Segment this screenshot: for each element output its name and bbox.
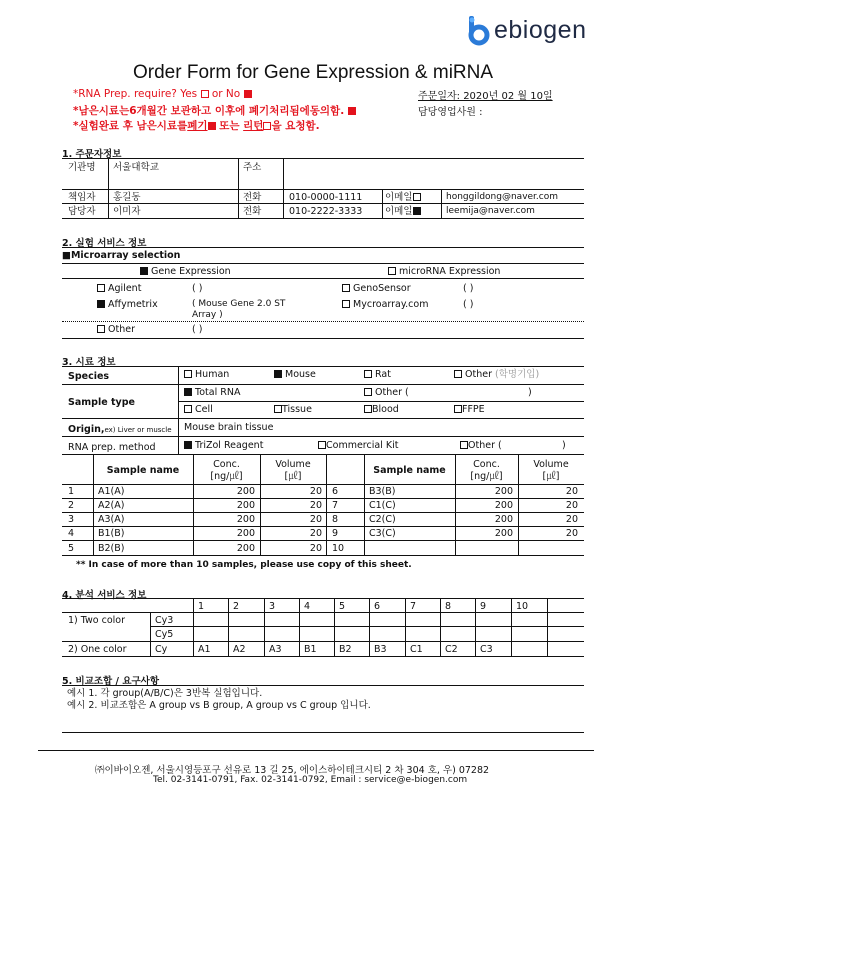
section-4-top-rule <box>62 598 584 599</box>
section-4-rule <box>62 612 584 613</box>
analysis-col-header: 1 <box>198 601 205 612</box>
section-5-title: 5. 비교조합 / 요구사항 <box>62 676 160 687</box>
header-sample-name-left: Sample name <box>106 465 180 476</box>
manager-role: 책임자 <box>68 192 96 203</box>
mycroarray-option[interactable] <box>342 299 428 310</box>
section-1-col-rule <box>108 158 109 218</box>
sample-no: 5 <box>68 543 75 554</box>
section-1-col-rule <box>441 189 442 218</box>
one-color-cell[interactable]: A1 <box>198 644 211 655</box>
contact-email-label <box>385 206 421 217</box>
disposal-note <box>73 118 320 133</box>
section-3-rule <box>62 454 584 455</box>
retention-agree-checkbox[interactable] <box>348 107 356 115</box>
sample-no: 9 <box>332 528 339 539</box>
section-2-rule <box>62 278 584 279</box>
header-vol-right-2: [㎕] <box>542 471 560 482</box>
one-color-cell[interactable]: B1 <box>304 644 317 655</box>
sample-no: 10 <box>332 543 345 554</box>
manager-email-label <box>385 192 421 203</box>
other-array-checkbox[interactable] <box>97 325 105 333</box>
org-label: 기관명 <box>68 162 96 173</box>
genosensor-option[interactable] <box>342 283 411 294</box>
sample-col-rule <box>326 454 327 555</box>
one-color-label: 2) One color <box>68 644 127 655</box>
section-2-dotted-rule <box>62 321 584 322</box>
commercial-kit-checkbox[interactable] <box>318 441 326 449</box>
ebiogen-logo-icon <box>466 14 490 46</box>
analysis-col-rule <box>299 598 300 656</box>
sample-vol[interactable]: 20 <box>565 528 578 539</box>
analysis-col-rule <box>334 598 335 656</box>
origin-value[interactable]: Mouse brain tissue <box>184 422 274 433</box>
one-color-cell[interactable]: C3 <box>480 644 493 655</box>
section-3-rule <box>62 418 584 419</box>
analysis-col-rule <box>228 598 229 656</box>
affymetrix-checkbox[interactable] <box>97 300 105 308</box>
one-color-cell[interactable]: C2 <box>445 644 458 655</box>
section-2-title: 2. 실험 서비스 정보 <box>62 238 147 249</box>
gene-expression-label: Gene Expression <box>151 266 231 277</box>
analysis-col-header: 2 <box>233 601 240 612</box>
analysis-col-rule <box>475 598 476 656</box>
contact-tel[interactable]: 010-2222-3333 <box>289 206 363 217</box>
genosensor-label: GenoSensor <box>353 283 411 294</box>
agilent-checkbox[interactable] <box>97 284 105 292</box>
header-conc-left-2: [ng/㎕] <box>210 471 243 482</box>
tissue-label: Tissue <box>282 404 312 415</box>
rna-prep-method-label: RNA prep. method <box>68 442 156 453</box>
sample-table-header-rule <box>62 484 584 485</box>
section-1-top-rule <box>62 158 584 159</box>
agilent-label: Agilent <box>108 283 142 294</box>
affymetrix-label: Affymetrix <box>108 299 158 310</box>
ebiogen-logo <box>466 14 586 46</box>
retention-note-text: *남은시료는6개월간 보관하고 이후에 폐기처리됨에동의함. <box>73 105 345 117</box>
one-color-cell[interactable]: B3 <box>374 644 387 655</box>
cell-checkbox[interactable] <box>184 405 192 413</box>
sales-rep: 담당영업사원 : <box>418 107 483 118</box>
sample-vol[interactable]: 20 <box>309 543 322 554</box>
footer-contact: Tel. 02-3141-0791, Fax. 02-3141-0792, Email : service@e-biogen.com <box>153 775 468 785</box>
mirna-expression-label: microRNA Expression <box>399 266 501 277</box>
cell-label: Cell <box>195 404 213 415</box>
contact-email[interactable]: leemija@naver.com <box>446 206 535 216</box>
sample-table-row-rule <box>62 540 584 541</box>
species-other-hint: (학명기입) <box>495 369 540 380</box>
mycroarray-checkbox[interactable] <box>342 300 350 308</box>
cy-label: Cy <box>155 644 168 655</box>
analysis-col-header: 10 <box>516 601 529 612</box>
sample-conc[interactable]: 200 <box>494 500 513 511</box>
tissue-checkbox[interactable] <box>274 405 282 413</box>
sample-table-row-rule <box>62 512 584 513</box>
sample-name[interactable]: C1(C) <box>369 500 396 511</box>
ffpe-label: FFPE <box>462 404 485 415</box>
mirna-expression-checkbox[interactable] <box>388 267 396 275</box>
sample-vol[interactable]: 20 <box>565 514 578 525</box>
section-3-title: 3. 시료 정보 <box>62 357 116 368</box>
org-value[interactable]: 서울대학교 <box>113 162 159 173</box>
mirna-expression-option[interactable] <box>388 266 500 277</box>
species-human-option[interactable] <box>184 369 229 380</box>
analysis-col-rule <box>264 598 265 656</box>
trizol-label: TriZol Reagent <box>195 440 264 451</box>
species-human-label: Human <box>195 369 230 380</box>
sample-conc[interactable]: 200 <box>236 486 255 497</box>
analysis-col-header: 7 <box>410 601 417 612</box>
mycroarray-label: Mycroarray.com <box>353 299 429 310</box>
section-3-rule <box>178 401 584 402</box>
sample-no: 3 <box>68 514 75 525</box>
sample-copy-note: ** In case of more than 10 samples, please use copy of this sheet. <box>76 560 412 570</box>
requirement-line-2[interactable]: 예시 2. 비교조합은 A group vs B group, A group vs C group 입니다. <box>67 700 371 711</box>
section-5-bottom-rule <box>62 732 584 733</box>
manager-email[interactable]: honggildong@naver.com <box>446 192 559 202</box>
contact-name[interactable]: 이미자 <box>113 206 141 217</box>
one-color-cell[interactable]: B2 <box>339 644 352 655</box>
section-3-rule <box>62 436 584 437</box>
analysis-col-header: 8 <box>445 601 452 612</box>
sample-conc[interactable]: 200 <box>494 528 513 539</box>
origin-hint: ex) Liver or muscle <box>104 426 172 434</box>
origin-label-text: Origin, <box>68 424 105 435</box>
species-other-label: Other <box>465 369 493 380</box>
microarray-selection-label: ■Microarray selection <box>62 250 181 261</box>
manager-email-checkbox[interactable] <box>413 193 421 201</box>
manager-tel[interactable]: 010-0000-1111 <box>289 192 363 203</box>
species-other-option[interactable] <box>454 369 539 380</box>
requirement-line-1[interactable]: 예시 1. 각 group(A/B/C)은 3반복 실험입니다. <box>67 688 263 699</box>
header-vol-left-1: Volume <box>275 459 311 470</box>
species-other-checkbox[interactable] <box>454 370 462 378</box>
rna-prep-note <box>73 88 252 100</box>
genosensor-detail[interactable]: ( ) <box>463 283 474 294</box>
section-4-rule <box>150 626 584 627</box>
one-color-cell[interactable]: C1 <box>410 644 423 655</box>
origin-label <box>68 424 172 436</box>
sample-name[interactable]: A3(A) <box>98 514 125 525</box>
sample-other-close: ) <box>528 387 532 398</box>
return-option-label: 리턴 <box>243 120 264 132</box>
rna-prep-no-label: or No <box>211 88 241 100</box>
section-1-title: 1. 주문자정보 <box>62 149 122 160</box>
analysis-col-rule <box>547 598 548 656</box>
sample-no: 4 <box>68 528 75 539</box>
sample-name[interactable]: B1(B) <box>98 528 125 539</box>
agilent-detail[interactable]: ( ) <box>192 283 203 294</box>
sample-other-label: Other ( <box>375 387 409 398</box>
blood-checkbox[interactable] <box>364 405 372 413</box>
analysis-col-header: 4 <box>304 601 311 612</box>
sample-name[interactable]: A2(A) <box>98 500 125 511</box>
sample-no: 8 <box>332 514 339 525</box>
sample-no: 1 <box>68 486 75 497</box>
sample-name[interactable]: C2(C) <box>369 514 396 525</box>
species-label: Species <box>68 371 110 382</box>
header-sample-name-right: Sample name <box>373 465 446 476</box>
section-1-col-rule <box>238 158 239 218</box>
analysis-col-rule <box>150 612 151 656</box>
sample-vol[interactable]: 20 <box>309 528 322 539</box>
one-color-cell[interactable]: A3 <box>269 644 282 655</box>
one-color-cell[interactable]: A2 <box>233 644 246 655</box>
header-vol-left-2: [㎕] <box>284 471 302 482</box>
contact-email-label-text: 이메일 <box>385 206 413 217</box>
commercial-kit-option[interactable] <box>318 440 398 451</box>
sample-type-label: Sample type <box>68 397 135 408</box>
analysis-col-header: 5 <box>339 601 346 612</box>
gene-expression-option[interactable] <box>140 266 231 277</box>
sample-table-row-rule <box>62 498 584 499</box>
species-mouse-label: Mouse <box>285 369 316 380</box>
sample-name[interactable]: A1(A) <box>98 486 125 497</box>
sample-other-option[interactable] <box>364 387 409 398</box>
sample-vol[interactable]: 20 <box>309 500 322 511</box>
commercial-kit-label: Commercial Kit <box>326 440 399 451</box>
other-prep-close: ) <box>562 440 566 451</box>
contact-email-checkbox[interactable] <box>413 207 421 215</box>
analysis-col-header: 6 <box>374 601 381 612</box>
agilent-option[interactable] <box>97 283 141 294</box>
header-vol-right-1: Volume <box>533 459 569 470</box>
analysis-col-rule <box>193 598 194 656</box>
sample-vol[interactable]: 20 <box>309 514 322 525</box>
other-prep-checkbox[interactable] <box>460 441 468 449</box>
trizol-option[interactable] <box>184 440 263 451</box>
section-4-bottom-rule <box>62 656 584 657</box>
cy5-label: Cy5 <box>155 629 174 640</box>
sample-other-checkbox[interactable] <box>364 388 372 396</box>
contact-role: 담당자 <box>68 206 96 217</box>
ffpe-checkbox[interactable] <box>454 405 462 413</box>
total-rna-checkbox[interactable] <box>184 388 192 396</box>
section-3-col-rule <box>178 366 179 454</box>
header-conc-right-1: Conc. <box>473 459 500 470</box>
tissue-option[interactable] <box>274 404 312 415</box>
rna-prep-no-checkbox[interactable] <box>244 90 252 98</box>
sample-conc[interactable]: 200 <box>236 514 255 525</box>
species-mouse-checkbox[interactable] <box>274 370 282 378</box>
section-2-top-rule <box>62 247 584 248</box>
species-rat-option[interactable] <box>364 369 391 380</box>
footer-address: ㈜이바이오젠, 서울시영등포구 선유로 13 길 25, 에이스하이테크시티 2 차 304 호, 우) 07282 <box>95 765 490 776</box>
analysis-col-rule <box>511 598 512 656</box>
manager-email-label-text: 이메일 <box>385 192 413 203</box>
sample-no: 7 <box>332 500 339 511</box>
total-rna-option[interactable] <box>184 387 240 398</box>
sample-table-bottom-rule <box>62 555 584 556</box>
section-1-row-rule <box>62 189 584 190</box>
sample-no: 6 <box>332 486 339 497</box>
sample-no: 2 <box>68 500 75 511</box>
section-5-top-rule <box>62 685 584 686</box>
contact-tel-label: 전화 <box>243 206 262 217</box>
address-label: 주소 <box>243 162 262 173</box>
sample-conc[interactable]: 200 <box>236 528 255 539</box>
section-4-rule <box>62 641 584 642</box>
discard-option-label: 폐기 <box>187 120 208 132</box>
affymetrix-detail-2[interactable]: Array ) <box>192 310 223 320</box>
logo-text: ebiogen <box>494 15 587 44</box>
discard-checkbox[interactable] <box>208 122 216 130</box>
species-human-checkbox[interactable] <box>184 370 192 378</box>
total-rna-label: Total RNA <box>195 387 241 398</box>
section-4-title: 4. 분석 서비스 정보 <box>62 590 147 601</box>
gene-expression-checkbox[interactable] <box>140 267 148 275</box>
sample-vol[interactable]: 20 <box>565 486 578 497</box>
mycroarray-detail[interactable]: ( ) <box>463 299 474 310</box>
section-3-rule <box>62 384 584 385</box>
retention-note <box>73 103 356 118</box>
genosensor-checkbox[interactable] <box>342 284 350 292</box>
sample-name[interactable]: B3(B) <box>369 486 396 497</box>
order-date: 주문일자: 2020년 02 월 10일 <box>418 91 553 102</box>
species-rat-label: Rat <box>375 369 391 380</box>
cell-option[interactable] <box>184 404 213 415</box>
section-2-bottom-rule <box>62 338 584 339</box>
or-label: 또는 <box>219 120 240 132</box>
header-conc-left-1: Conc. <box>213 459 240 470</box>
blood-label: Blood <box>372 404 399 415</box>
species-rat-checkbox[interactable] <box>364 370 372 378</box>
sample-conc[interactable]: 200 <box>236 500 255 511</box>
sample-name[interactable]: C3(C) <box>369 528 396 539</box>
sample-name[interactable]: B2(B) <box>98 543 125 554</box>
other-prep-option[interactable] <box>460 440 502 451</box>
analysis-col-rule <box>369 598 370 656</box>
sample-conc[interactable]: 200 <box>494 486 513 497</box>
manager-name[interactable]: 홍길동 <box>113 192 141 203</box>
request-label: 을 요청함. <box>271 120 320 132</box>
two-color-label: 1) Two color <box>68 615 125 626</box>
species-mouse-option[interactable] <box>274 369 316 380</box>
form-title: Order Form for Gene Expression & miRNA <box>133 62 494 83</box>
section-3-top-rule <box>62 366 584 367</box>
section-1-row-rule <box>62 203 584 204</box>
sample-conc[interactable]: 200 <box>494 514 513 525</box>
footer-rule <box>38 750 594 751</box>
sample-table-row-rule <box>62 526 584 527</box>
section-1-col-rule <box>382 189 383 218</box>
other-array-label: Other <box>108 324 136 335</box>
other-prep-label: Other ( <box>468 440 502 451</box>
analysis-col-rule <box>405 598 406 656</box>
analysis-col-rule <box>440 598 441 656</box>
other-array-detail[interactable]: ( ) <box>192 324 203 335</box>
analysis-col-header: 3 <box>269 601 276 612</box>
rna-prep-yes-label: *RNA Prep. require? Yes <box>73 88 198 100</box>
cy3-label: Cy3 <box>155 615 174 626</box>
disposal-note-text: *실험완료 후 남은시료를 <box>73 120 188 132</box>
blood-option[interactable] <box>364 404 399 415</box>
section-2-rule <box>62 263 584 264</box>
section-1-col-rule <box>283 158 284 218</box>
section-1-bottom-rule <box>62 218 584 219</box>
analysis-col-header: 9 <box>480 601 487 612</box>
sample-vol[interactable]: 20 <box>565 500 578 511</box>
trizol-checkbox[interactable] <box>184 441 192 449</box>
sample-conc[interactable]: 200 <box>236 543 255 554</box>
ffpe-option[interactable] <box>454 404 485 415</box>
affymetrix-option[interactable] <box>97 299 158 310</box>
manager-tel-label: 전화 <box>243 192 262 203</box>
rna-prep-yes-checkbox[interactable] <box>201 90 209 98</box>
header-conc-right-2: [ng/㎕] <box>470 471 503 482</box>
affymetrix-detail-1[interactable]: ( Mouse Gene 2.0 ST <box>192 299 286 309</box>
sample-vol[interactable]: 20 <box>309 486 322 497</box>
other-array-option[interactable] <box>97 324 135 335</box>
